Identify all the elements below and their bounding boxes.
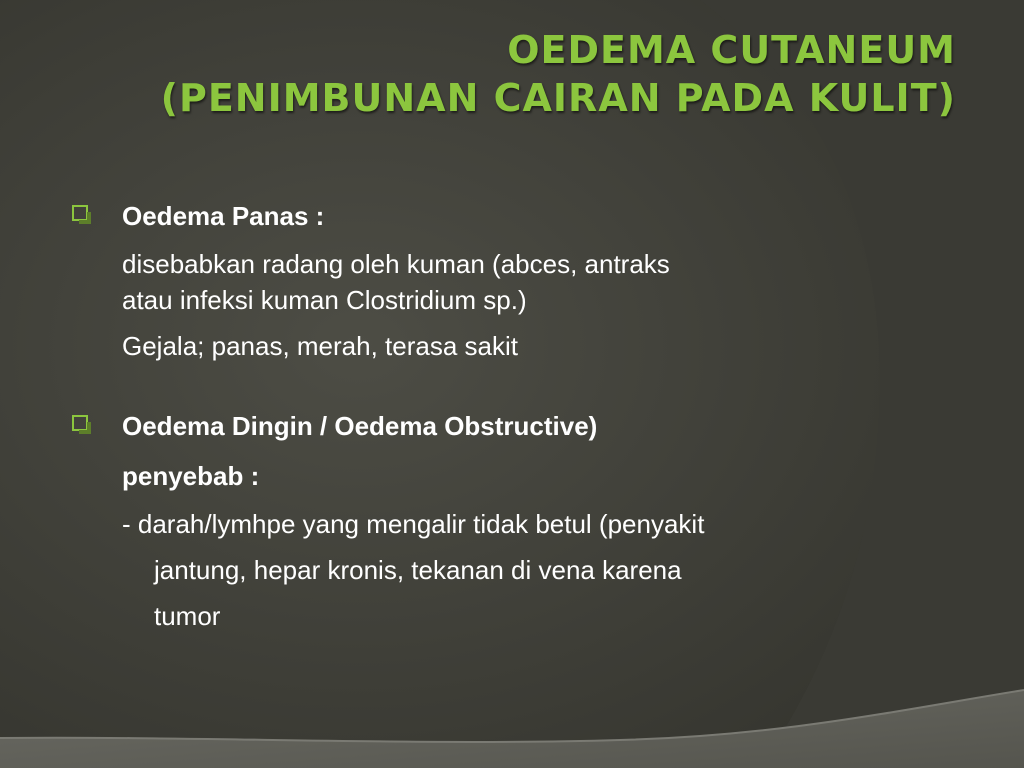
title-line-2: (PENIMBUNAN CAIRAN PADA KULIT) — [160, 76, 956, 120]
body-text: Gejala; panas, merah, terasa sakit — [122, 331, 518, 361]
body-text: tumor — [154, 601, 221, 631]
body-text: atau infeksi kuman Clostridium sp.) — [122, 285, 527, 315]
body-text: - darah/lymhpe yang mengalir tidak betul (penyakit — [122, 509, 705, 539]
square-bullet-icon — [72, 415, 88, 431]
bullet-item-oedema-panas — [72, 196, 972, 236]
sub-heading: penyebab : — [122, 461, 260, 491]
square-bullet-icon — [72, 205, 88, 221]
bullet-item-oedema-dingin — [72, 406, 972, 446]
title-line-1: OEDEMA CUTANEUM — [507, 28, 956, 72]
bullet-heading: Oedema Dingin / Oedema Obstructive) — [122, 411, 598, 441]
bullet-heading: Oedema Panas : — [122, 201, 325, 231]
slide-content — [72, 196, 972, 634]
body-text: disebabkan radang oleh kuman (abces, antraks — [122, 249, 670, 279]
body-text: jantung, hepar kronis, tekanan di vena karena — [154, 555, 682, 585]
slide-title — [161, 26, 956, 122]
